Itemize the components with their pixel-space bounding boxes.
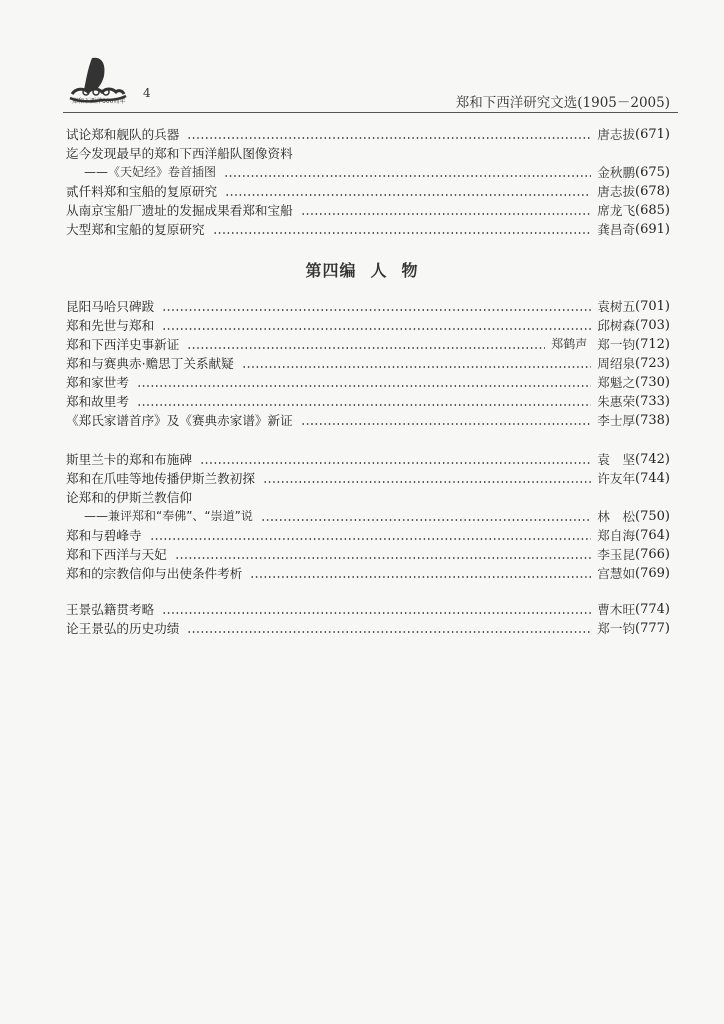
leader-dots: [261, 519, 591, 521]
entry-author: 龚昌奇: [597, 222, 636, 237]
toc-entry[interactable]: [66, 564, 670, 583]
entry-author: 曹木旺: [597, 602, 636, 617]
toc-entry[interactable]: [66, 220, 670, 239]
entry-author: 李士厚: [597, 413, 636, 428]
entry-author: 周绍泉: [597, 356, 636, 371]
entry-page: (723): [635, 356, 670, 371]
toc-entry-subtitle[interactable]: [66, 507, 670, 526]
entry-page: (742): [635, 452, 670, 467]
entry-title: 论郑和的伊斯兰教信仰: [66, 490, 192, 505]
entry-title: 郑和下西洋史事新证: [66, 337, 180, 352]
entry-page: (730): [635, 375, 670, 390]
entry-title: 《郑氏家谱首序》及《赛典赤家谱》新证: [66, 413, 293, 428]
entry-page: (744): [635, 471, 670, 486]
entry-author: 朱惠荣: [597, 394, 636, 409]
entry-title: 郑和下西洋与天妃: [66, 547, 167, 562]
entry-page: (712): [635, 337, 670, 352]
logo-caption: 郑和下西洋600周年: [72, 98, 126, 105]
toc-entry[interactable]: [66, 469, 670, 488]
entry-page: (685): [635, 203, 670, 218]
entry-page: (777): [635, 621, 670, 636]
entry-coauthor: 郑鹤声: [551, 337, 588, 351]
entry-author: 郑魁之: [597, 375, 636, 390]
entry-title: 王景弘籍贯考略: [66, 602, 155, 617]
entry-title: 从南京宝船厂遗址的发掘成果看郑和宝船: [66, 203, 293, 218]
toc-entry[interactable]: [66, 125, 670, 144]
entry-title: 贰仟料郑和宝船的复原研究: [66, 184, 218, 199]
leader-dots: [301, 213, 592, 215]
entry-title: 试论郑和舰队的兵器: [66, 127, 180, 142]
entry-page: (678): [635, 184, 670, 199]
toc-entry[interactable]: [66, 488, 670, 507]
toc-entry[interactable]: [66, 545, 670, 564]
entry-title: 昆阳马哈只碑跋: [66, 299, 155, 314]
entry-author: 郑自海: [597, 528, 636, 543]
entry-author: 袁 坚: [597, 452, 636, 467]
toc-entry[interactable]: [66, 316, 670, 335]
leader-dots: [137, 385, 591, 387]
entry-title: 郑和家世考: [66, 375, 129, 390]
toc-entry[interactable]: [66, 201, 670, 220]
toc-entry[interactable]: [66, 450, 670, 469]
toc-entry[interactable]: [66, 182, 670, 201]
toc-entry-subtitle[interactable]: [66, 163, 670, 182]
entry-title: 郑和在爪哇等地传播伊斯兰教初探: [66, 471, 255, 486]
leader-dots: [224, 175, 591, 177]
page-number: 4: [143, 86, 151, 100]
entry-page: (764): [635, 528, 670, 543]
entry-author: 李玉昆: [597, 547, 636, 562]
entry-title: 大型郑和宝船的复原研究: [66, 222, 205, 237]
leader-dots: [150, 538, 592, 540]
leader-dots: [213, 232, 592, 234]
entry-title: 郑和先世与郑和: [66, 318, 155, 333]
entry-page: (701): [635, 299, 670, 314]
entry-author: 邱树森: [597, 318, 636, 333]
entry-page: (774): [635, 602, 670, 617]
toc-entry[interactable]: [66, 526, 670, 545]
entry-subtitle: ——兼评郑和“奉佛”、“崇道”说: [84, 509, 253, 523]
entry-author: 唐志拔: [597, 184, 636, 199]
leader-dots: [225, 194, 591, 196]
entry-page: (671): [635, 127, 670, 142]
entry-title: 郑和的宗教信仰与出使条件考析: [66, 566, 243, 581]
section-name-char: 人: [370, 261, 388, 280]
header-rule: [63, 112, 678, 113]
toc-entry[interactable]: [66, 619, 670, 638]
leader-dots: [187, 631, 591, 633]
running-title: 郑和下西洋研究文选(1905－2005): [455, 95, 670, 111]
toc-entry[interactable]: [66, 297, 670, 316]
toc-entry[interactable]: [66, 335, 670, 354]
entry-author: 席龙飞: [597, 203, 636, 218]
entry-page: (675): [635, 165, 670, 180]
entry-author: 唐志拔: [597, 127, 636, 142]
entry-title: 郑和故里考: [66, 394, 129, 409]
leader-dots: [200, 462, 591, 464]
entry-page: (750): [635, 509, 670, 524]
toc-entry[interactable]: [66, 392, 670, 411]
leader-dots: [263, 481, 591, 483]
entry-author: 金秋鹏: [597, 165, 636, 180]
leader-dots: [301, 423, 592, 425]
entry-title: 论王景弘的历史功绩: [66, 621, 180, 636]
entry-title: 迄今发现最早的郑和下西洋船队图像资料: [66, 146, 293, 161]
entry-page: (703): [635, 318, 670, 333]
toc-entry[interactable]: [66, 600, 670, 619]
toc-entry[interactable]: [66, 354, 670, 373]
entry-author: 许友年: [597, 471, 636, 486]
entry-author: 林 松: [597, 509, 636, 524]
entry-author: 袁树五: [597, 299, 636, 314]
leader-dots: [175, 557, 592, 559]
entry-page: (769): [635, 566, 670, 581]
entry-subtitle: ——《天妃经》卷首插图: [84, 165, 217, 179]
leader-dots: [242, 366, 592, 368]
entry-page: (691): [635, 222, 670, 237]
entry-title: 斯里兰卡的郑和布施碑: [66, 452, 192, 467]
toc-entry[interactable]: [66, 411, 670, 430]
leader-dots: [162, 309, 591, 311]
leader-dots: [187, 137, 591, 139]
leader-dots: [137, 404, 591, 406]
entry-author: 郑一钧: [597, 621, 636, 636]
toc-entry[interactable]: [66, 373, 670, 392]
section-heading: [0, 258, 724, 281]
entry-page: (766): [635, 547, 670, 562]
entry-page: (733): [635, 394, 670, 409]
section-name-char: 物: [401, 261, 419, 280]
leader-dots: [250, 576, 591, 578]
entry-author: 宫慧如: [597, 566, 636, 581]
toc-entry[interactable]: [66, 144, 670, 163]
entry-title: 郑和与碧峰寺: [66, 528, 142, 543]
leader-dots: [187, 347, 545, 349]
section-part: 第四编: [305, 261, 357, 280]
leader-dots: [162, 612, 591, 614]
leader-dots: [162, 328, 591, 330]
entry-author: 郑一钧: [597, 337, 636, 352]
entry-title: 郑和与赛典赤·赡思丁关系献疑: [66, 356, 234, 371]
entry-page: (738): [635, 413, 670, 428]
